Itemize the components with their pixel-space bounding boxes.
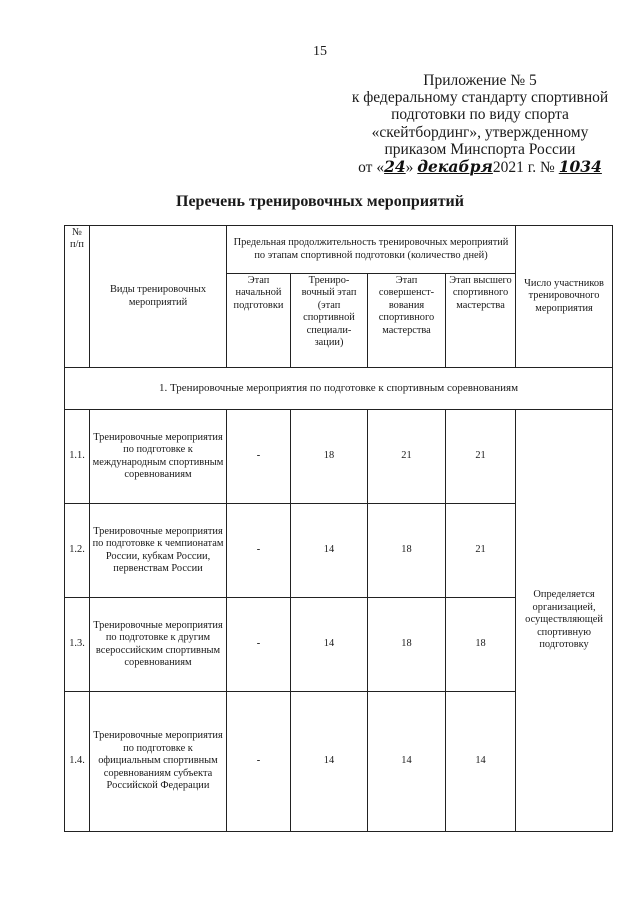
row-1-2-name: Тренировочные мероприятия по подготовке к чемпионатам России, кубкам России, первенствам России [90, 504, 227, 598]
row-1-1-stage-initial: - [227, 410, 291, 504]
appendix-header [330, 72, 630, 176]
row-1-3-stage-improvement: 18 [368, 598, 446, 692]
row-1-2-stage-initial: - [227, 504, 291, 598]
order-number-handwritten: 1034 [558, 157, 602, 177]
row-1-4-stage-training: 14 [291, 692, 368, 832]
row-1-2-stage-higher: 21 [446, 504, 516, 598]
header-num: № п/п [65, 226, 90, 368]
appendix-line-3: подготовки по виду спорта [391, 106, 569, 124]
date-month-handwritten: декабря [417, 157, 493, 177]
date-day-handwritten: 24 [384, 157, 406, 177]
row-1-2-stage-training: 14 [291, 504, 368, 598]
header-stage-initial: Этап начальной подготовки [227, 274, 291, 368]
appendix-line-2: к федеральному стандарту спортивной [351, 89, 609, 107]
row-1-3-stage-higher: 18 [446, 598, 516, 692]
header-stage-improvement: Этап совершенст- вования спортивного мастерства [368, 274, 446, 368]
date-quote-close: » [405, 159, 414, 177]
row-1-1-stage-training: 18 [291, 410, 368, 504]
row-1-3-stage-training: 14 [291, 598, 368, 692]
row-1-1-stage-higher: 21 [446, 410, 516, 504]
page-number: 15 [313, 44, 327, 59]
row-1-2-stage-improvement: 18 [368, 504, 446, 598]
header-duration: Предельная продолжительность тренировочных мероприятий по этапам спортивной подготовки (количество дней) [227, 226, 516, 274]
appendix-line-5: приказом Минспорта России [384, 140, 576, 158]
section-1-header: 1. Тренировочные мероприятия по подготовке к спортивным соревнованиям [65, 368, 613, 410]
header-kind: Виды тренировочных мероприятий [90, 226, 227, 368]
row-1-4-stage-improvement: 14 [368, 692, 446, 832]
row-1-3-name: Тренировочные мероприятия по подготовке к другим всероссийским спортивным соревнованиям [90, 598, 227, 692]
appendix-date-line [330, 158, 630, 176]
header-stage-training: Трениро- вочный этап (этап спортивной специали- зации) [291, 274, 368, 368]
appendix-line-1: Приложение № 5 [423, 72, 537, 89]
row-1-4-name: Тренировочные мероприятия по подготовке к официальным спортивным соревнованиям субъекта Российской Федерации [90, 692, 227, 832]
row-1-1-name: Тренировочные мероприятия по подготовке к международным спортивным соревнованиям [90, 410, 227, 504]
row-1-4-stage-initial: - [227, 692, 291, 832]
row-1-2-num: 1.2. [65, 504, 90, 598]
date-prefix: от « [358, 159, 385, 177]
row-1-3-num: 1.3. [65, 598, 90, 692]
row-1-3-stage-initial: - [227, 598, 291, 692]
document-title: Перечень тренировочных мероприятий [176, 193, 464, 210]
row-1-1-stage-improvement: 21 [368, 410, 446, 504]
header-participants: Число участников тренировочного мероприятия [516, 226, 613, 368]
appendix-line-4: «скейтбординг», утвержденному [371, 123, 589, 141]
date-year: 2021 г. № [492, 159, 555, 177]
training-events-table [64, 225, 613, 832]
row-1-4-stage-higher: 14 [446, 692, 516, 832]
row-1-1-num: 1.1. [65, 410, 90, 504]
participants-value: Определяется организацией, осуществляющей спортивную подготовку [516, 410, 613, 832]
header-stage-higher: Этап высшего спортивного мастерства [446, 274, 516, 368]
row-1-4-num: 1.4. [65, 692, 90, 832]
